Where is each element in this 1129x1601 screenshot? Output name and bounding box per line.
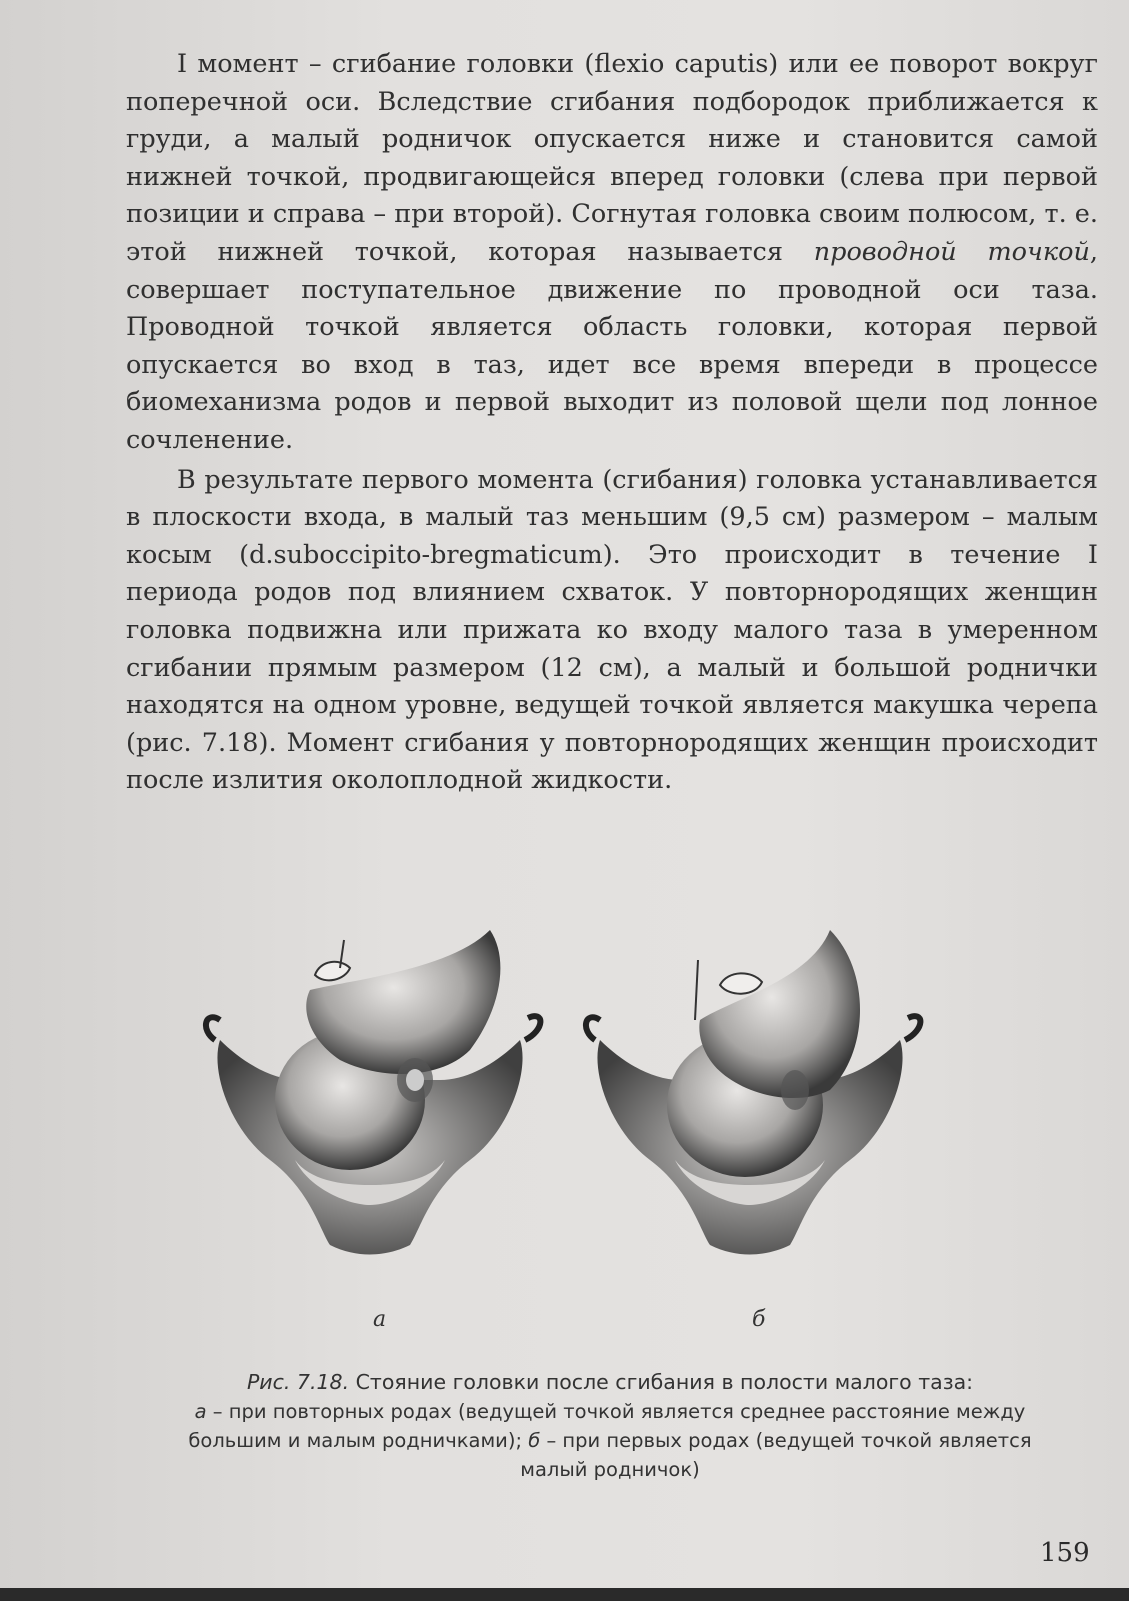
figure-caption <box>160 1368 1060 1484</box>
page-number: 159 <box>1040 1538 1090 1568</box>
pelvis-figure-a <box>206 930 540 1254</box>
body-text <box>126 46 1098 802</box>
pelvis-figure-b <box>586 930 920 1254</box>
paragraph-1 <box>126 46 1098 460</box>
figure-label-a: а <box>373 1307 387 1332</box>
paragraph-2: В результате первого момента (сгибания) головка устанавливается в плоскости входа, в малый таз меньшим (9,5 см) размером – малым косым (d.suboccipito-bregmaticum). Это происходит в течение I периода родов под влиянием схваток. У повторнородящих женщин головка подвижна или прижата ко входу малого таза в умеренном сгибании прямым размером (12 см), а малый и большой роднички находятся на одном уровне, ведущей точкой является макушка черепа (рис. 7.18). Момент сгибания у повторнородящих женщин происходит после излития околоплодной жидкости. <box>126 464 1098 796</box>
pelvis-illustration <box>200 930 960 1270</box>
paragraph-1-part-b: , совершает поступательное движение по проводной оси таза. Проводной точкой является область головки, которая первой опускается во вход в таз, идет все время впереди в процессе биомеханизма родов и первой выходит из половой щели под лонное сочленение. <box>126 236 1099 455</box>
caption-title: Стояние головки после сгибания в полости малого таза: <box>349 1370 974 1394</box>
figure-7-18 <box>200 930 960 1330</box>
figure-label-b: б <box>752 1307 766 1332</box>
term-conducting-point: проводной точкой <box>813 236 1090 267</box>
caption-title-line <box>160 1368 1060 1397</box>
paragraph-1-part-a: I момент – сгибание головки (flexio caputis) или ее поворот вокруг поперечной оси. Вследствие сгибания подбородок приближается к груди, а малый родничок опускается ниже и становится самой нижней точкой, продвигающейся вперед головки (слева при первой позиции и справа – при второй). Согнутая головка своим полюсом, т. е. этой нижней точкой, которая называется <box>126 49 1098 267</box>
caption-marker-a: а <box>194 1400 207 1423</box>
page-bottom-edge <box>0 1588 1129 1601</box>
caption-text-b: – при первых родах (ведущей точкой является малый родничок) <box>520 1429 1032 1481</box>
caption-description <box>160 1397 1060 1484</box>
caption-figure-number: Рис. 7.18. <box>246 1370 350 1394</box>
caption-marker-b: б <box>528 1429 541 1452</box>
caption-text-a: – при повторных родах (ведущей точкой является среднее расстояние между большим и малым родничками); <box>188 1400 1026 1452</box>
